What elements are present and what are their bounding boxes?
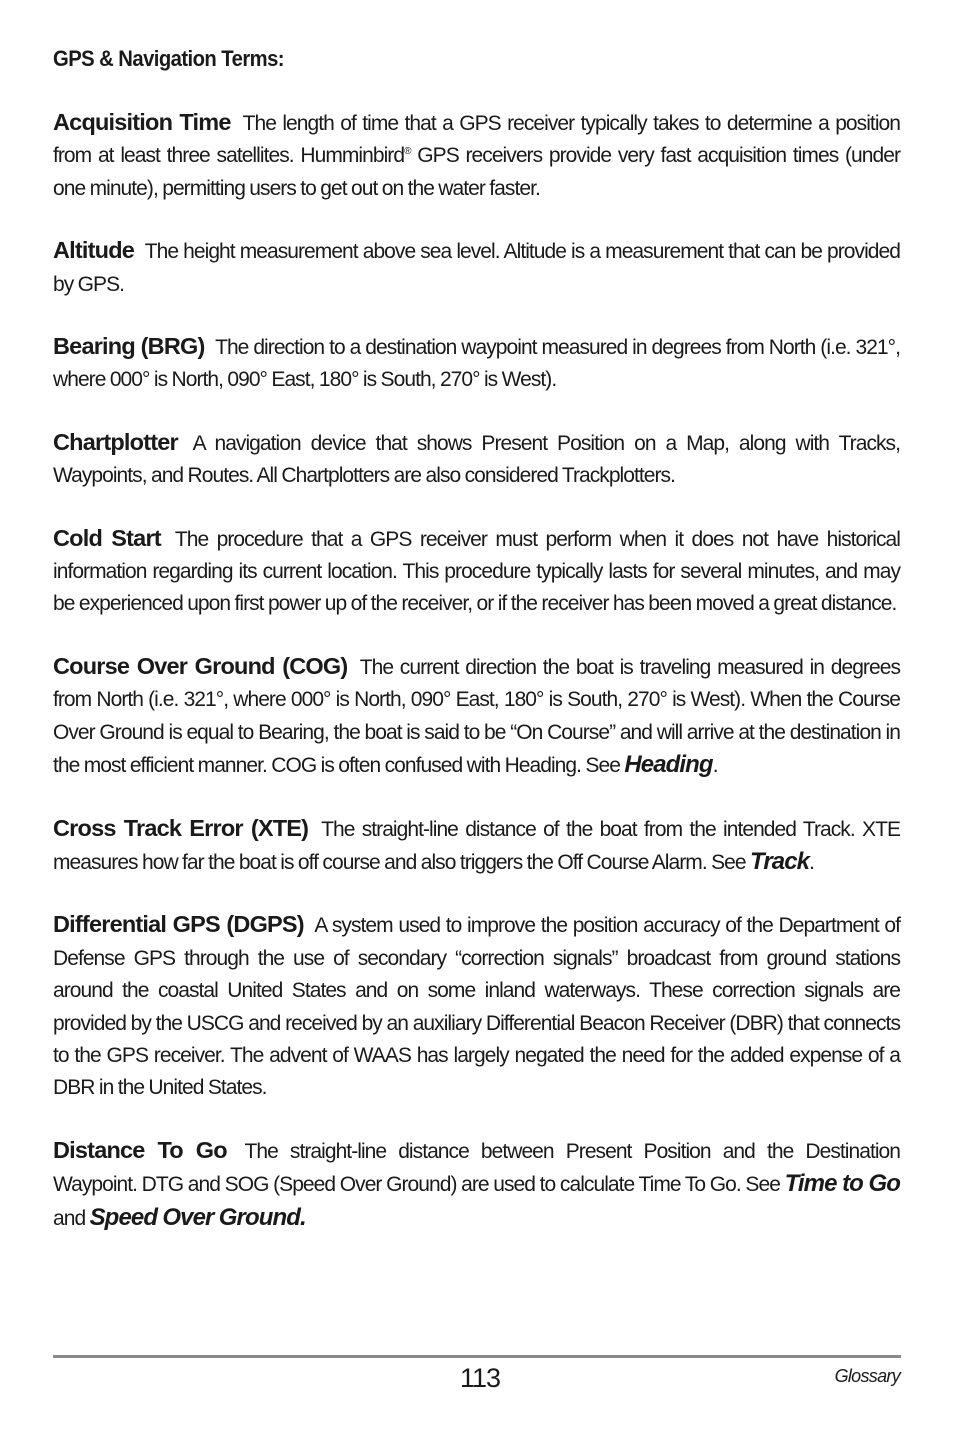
cross-reference-heading: Heading (624, 751, 713, 779)
entry-definition: The direction to a destination waypoint measured in degrees from North (i.e. 321°, where 000° is North, 090° East, 180° is South, 270° is West). (53, 336, 900, 392)
glossary-entry-course-over-ground (53, 650, 900, 783)
entry-definition: The straight-line distance of the boat from the intended Track. XTE measures how far the boat is off course and also triggers the Off Course Alarm. See (53, 817, 901, 874)
entry-definition: The straight-line distance between Present Position and the Destination Waypoint. DTG and SOG (Speed Over Ground) are used to calculate Time To Go. See (53, 1139, 900, 1197)
glossary-entry-altitude (53, 234, 900, 301)
cross-reference-track: Track (750, 847, 810, 875)
entry-end: . (712, 754, 718, 778)
glossary-entry-cross-track-error (53, 812, 900, 880)
page-number: 113 (459, 1363, 501, 1393)
section-heading: GPS & Navigation Terms: (53, 46, 284, 71)
registered-mark: ® (404, 146, 411, 158)
entry-definition: The length of time that a GPS receiver typically takes to determine a position from at least three satellites. Humminbird (53, 112, 900, 168)
entry-definition: A navigation device that shows Present Position on a Map, along with Tracks, Waypoints, and Routes. All Chartplotters are also considered Trackplotters. (53, 431, 900, 488)
glossary-entry-acquisition-time (53, 106, 900, 205)
entry-definition: The current direction the boat is traveling measured in degrees from North (i.e. 321°, where 000° is North, 090° East, 180° is South, 270° is West). When the Course Over Ground is equal to Bearing, the boat is said to be “On Course” and will arrive at the destination in the most efficient manner. COG is often confused with Heading. See (53, 655, 900, 778)
entry-term: Altitude (53, 237, 135, 264)
glossary-entry-bearing (53, 330, 900, 397)
entry-term: Bearing (BRG) (53, 333, 205, 360)
glossary-entry-chartplotter (53, 426, 900, 493)
entry-definition-continued: GPS receivers provide very fast acquisition times (under one minute), permitting users to get out on the water faster. (53, 144, 900, 200)
glossary-entry-cold-start (53, 522, 900, 621)
entry-conjunction: and (53, 1206, 90, 1230)
footer-section-label: Glossary (834, 1366, 900, 1386)
entry-definition: The procedure that a GPS receiver must perform when it does not have historical information regarding its current location. This procedure typically lasts for several minutes, and may be experienced upon first power up of the receiver, or if the receiver has been moved a great distance. (53, 527, 900, 616)
glossary-entry-differential-gps (53, 908, 900, 1104)
cross-reference-speed-over-ground: Speed Over Ground. (89, 1203, 306, 1231)
glossary-entry-distance-to-go (53, 1134, 900, 1235)
entry-term: Cold Start (53, 524, 161, 551)
entry-definition: A system used to improve the position accuracy of the Department of Defense GPS through the use of secondary “correction signals” broadcast from ground stations around the coastal United States and on some inland waterways. These correction signals are provided by the USCG and received by an auxiliary Differential Beacon Receiver (DBR) that connects to the GPS receiver. The advent of WAAS has largely negated the need for the added expense of a DBR in the United States. (53, 914, 900, 1100)
entry-term: Distance To Go (53, 1136, 227, 1163)
entry-term: Course Over Ground (COG) (53, 652, 348, 679)
glossary-page (53, 46, 900, 1264)
footer-divider (53, 1355, 901, 1358)
entry-end: . (809, 850, 815, 874)
cross-reference-time-to-go: Time to Go (784, 1170, 900, 1198)
entry-term: Chartplotter (53, 428, 178, 455)
entry-term: Acquisition Time (53, 109, 231, 135)
entry-term: Differential GPS (DGPS) (53, 911, 304, 938)
entry-definition: The height measurement above sea level. Altitude is a measurement that can be provided by GPS. (53, 240, 900, 296)
entry-term: Cross Track Error (XTE) (53, 814, 309, 841)
